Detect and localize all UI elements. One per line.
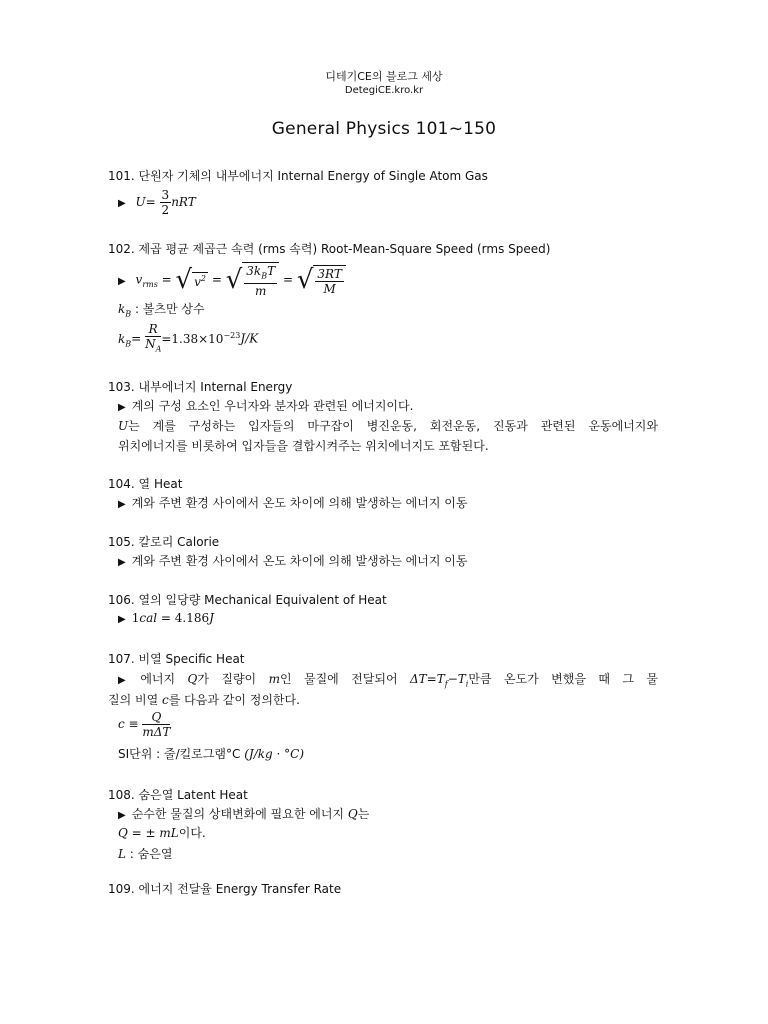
bullet-arrow-icon: ▶ — [118, 557, 126, 568]
bullet-arrow-icon: ▶ — [118, 402, 126, 413]
section-104-heading: 104. 열 Heat — [108, 477, 183, 491]
section-107-heading: 107. 비열 Specific Heat — [108, 652, 245, 666]
section-107-si-unit: SI단위 : 줄/킬로그램°C (J/kg · °C) — [118, 747, 305, 761]
section-108-formula: Q = ± mL이다. — [118, 826, 206, 840]
section-108-heading: 108. 숨은열 Latent Heat — [108, 788, 248, 802]
blog-name: 디테기CE의 블로그 세상 — [325, 70, 443, 83]
bullet-arrow-icon: ▶ — [118, 275, 126, 287]
section-103-line1: ▶ 계의 구성 요소인 우너자와 분자와 관련된 에너지이다. — [118, 399, 414, 413]
section-104-line1: ▶ 계와 주변 환경 사이에서 온도 차이에 의해 발생하는 에너지 이동 — [118, 496, 468, 510]
section-102-heading: 102. 제곱 평균 제곱근 속력 (rms 속력) Root-Mean-Square Speed (rms Speed) — [108, 242, 551, 256]
latent-heat-formula: Q = ± mL — [118, 826, 179, 840]
section-105-line1: ▶ 계와 주변 환경 사이에서 온도 차이에 의해 발생하는 에너지 이동 — [118, 554, 468, 568]
section-108-l-desc: L : 숨은열 — [118, 847, 173, 861]
bullet-arrow-icon: ▶ — [118, 614, 126, 625]
section-106-formula: ▶ 1cal = 4.186J — [118, 611, 214, 625]
bullet-arrow-icon: ▶ — [118, 499, 126, 510]
section-103-heading: 103. 내부에너지 Internal Energy — [108, 380, 293, 394]
section-105-heading: 105. 칼로리 Calorie — [108, 535, 220, 549]
section-107-line1: ▶ 에너지 Q가 질량이 m인 물질에 전달되어 $\Delta T=T_f-T_i$만큼 온도가 변했을 때 그 물 — [118, 672, 658, 689]
section-102-kb-desc: $k_B$ : 볼츠만 상수 — [118, 302, 205, 319]
boltzmann-constant-label: 볼츠만 상수 — [142, 302, 205, 316]
section-101-heading: 101. 단원자 기체의 내부에너지 Internal Energy of Single Atom Gas — [108, 169, 488, 183]
section-103-line2: U는 계를 구성하는 입자들의 마구잡이 병진운동, 회전운동, 진동과 관련된 운동에너지와 — [118, 419, 658, 433]
bullet-arrow-icon: ▶ — [118, 810, 126, 821]
bullet-arrow-icon: ▶ — [118, 198, 126, 209]
bullet-arrow-icon: ▶ — [118, 675, 135, 686]
section-102-formula2: $k_B=$ $\frac{R}{N_A}$ $=1.38\times 10^{-23}J/K$ — [118, 322, 259, 354]
page-title: General Physics 101~150 — [271, 119, 497, 139]
section-106-heading: 106. 열의 일당량 Mechanical Equivalent of Heat — [108, 593, 387, 607]
section-102-formula: ▶ $v_{rms}$ = √ $v^2$ = √ $\frac{3k_BT}{m}$ = √ $\frac{3RT}{M}$ — [118, 262, 346, 300]
section-103-line3: 위치에너지를 비롯하여 입자들을 결합시켜주는 위치에너지도 포함된다. — [118, 439, 489, 453]
blog-url: DetegiCE.kro.kr — [344, 85, 424, 96]
section-107-line2: 질의 비열 c를 다음과 같이 정의한다. — [108, 693, 300, 707]
section-108-line1: ▶ 순수한 물질의 상태변화에 필요한 에너지 Q는 — [118, 807, 370, 821]
section-109-heading: 109. 에너지 전달율 Energy Transfer Rate — [108, 882, 342, 896]
si-unit-expression: (J/kg · °C) — [244, 747, 305, 761]
section-101-formula: ▶ U= $\frac{3}{2}$ nRT — [118, 188, 196, 217]
section-107-formula: c ≡ $\frac{Q}{\text{mΔT}}$ — [118, 710, 171, 739]
